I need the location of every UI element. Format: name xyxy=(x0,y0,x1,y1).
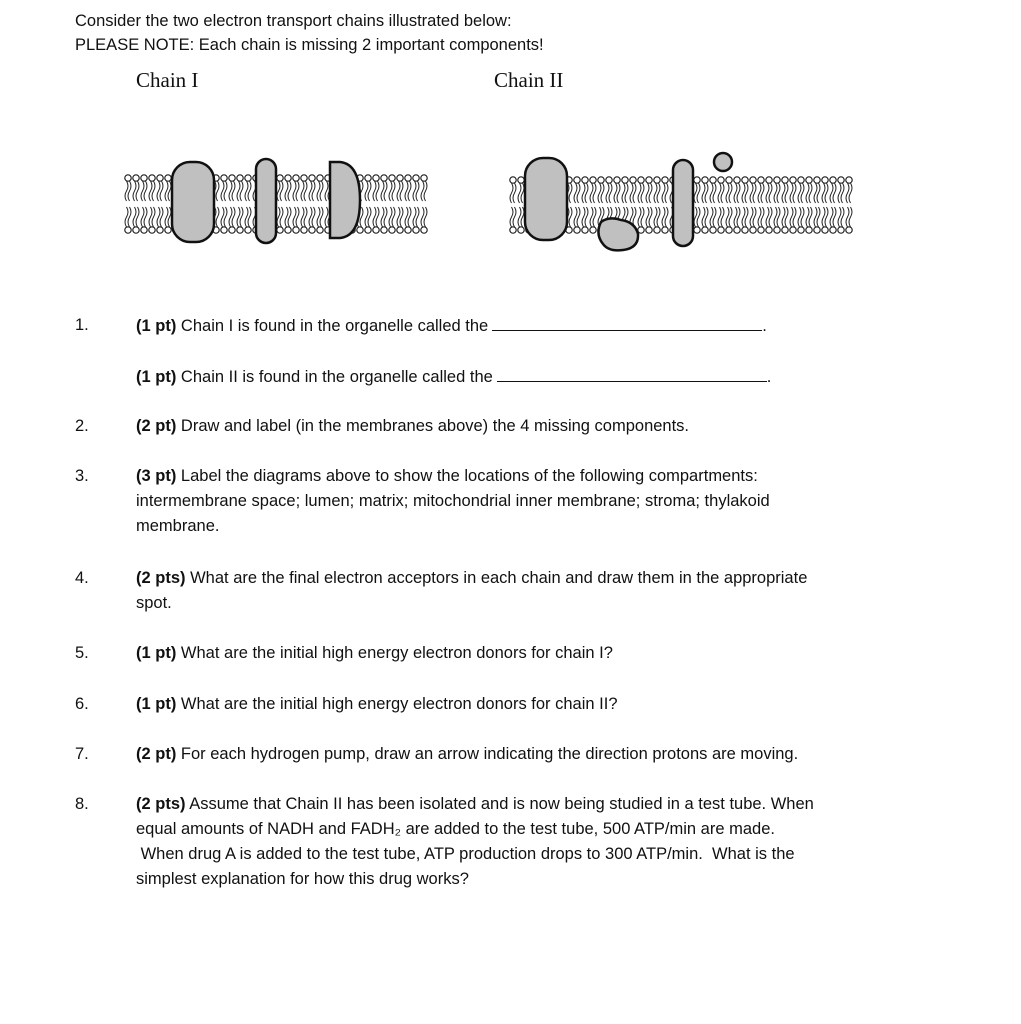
chain-2-membrane-diagram xyxy=(505,150,860,260)
lipid-tail xyxy=(814,183,820,203)
lipid-head xyxy=(301,175,307,181)
lipid-tail xyxy=(389,181,395,201)
lipid-head xyxy=(830,177,836,183)
lipid-tail xyxy=(694,207,700,227)
lipid-tail xyxy=(309,207,315,227)
lipid-head xyxy=(221,175,227,181)
lipid-tail xyxy=(734,207,740,227)
lipid-tail xyxy=(317,181,323,201)
lipid-tail xyxy=(229,181,235,201)
lipid-head xyxy=(277,227,283,233)
lipid-tail xyxy=(630,183,636,203)
lipid-tail xyxy=(750,207,756,227)
lipid-head xyxy=(758,177,764,183)
lipid-head xyxy=(157,175,163,181)
question-text: For each hydrogen pump, draw an arrow indicating the direction protons are moving. xyxy=(180,745,799,763)
lipid-head xyxy=(518,227,524,233)
chain-2-peripheral-protein xyxy=(598,218,638,250)
lipid-head xyxy=(726,177,732,183)
lipid-head xyxy=(582,227,588,233)
lipid-head xyxy=(510,227,516,233)
lipid-head xyxy=(365,227,371,233)
question-text-line: What are the final electron acceptors in each chain and draw them in the appropriate xyxy=(190,569,808,587)
lipid-tail xyxy=(774,207,780,227)
instructions xyxy=(75,9,544,57)
lipid-head xyxy=(309,175,315,181)
lipid-head xyxy=(814,177,820,183)
question-points: (1 pt) xyxy=(136,644,177,662)
lipid-tail xyxy=(149,207,155,227)
lipid-tail xyxy=(774,183,780,203)
lipid-head xyxy=(846,177,852,183)
lipid-head xyxy=(846,227,852,233)
lipid-tail xyxy=(750,183,756,203)
lipid-tail xyxy=(397,207,403,227)
lipid-tail xyxy=(405,207,411,227)
lipid-tail xyxy=(421,181,427,201)
lipid-head xyxy=(285,227,291,233)
lipid-head xyxy=(806,227,812,233)
answer-blank[interactable] xyxy=(497,364,767,382)
lipid-head xyxy=(357,227,363,233)
lipid-head xyxy=(590,177,596,183)
lipid-tail xyxy=(237,181,243,201)
lipid-tail xyxy=(726,207,732,227)
lipid-head xyxy=(421,175,427,181)
lipid-head xyxy=(662,227,668,233)
lipid-head xyxy=(774,177,780,183)
lipid-head xyxy=(574,227,580,233)
lipid-head xyxy=(702,177,708,183)
question-points: (1 pt) xyxy=(136,695,177,713)
lipid-head xyxy=(806,177,812,183)
lipid-head xyxy=(606,177,612,183)
question-text-line: When drug A is added to the test tube, ATP production drops to 300 ATP/min. What is the xyxy=(136,845,795,863)
lipid-head xyxy=(718,227,724,233)
lipid-tail xyxy=(277,207,283,227)
lipid-tail xyxy=(782,183,788,203)
lipid-head xyxy=(397,175,403,181)
lipid-tail xyxy=(726,183,732,203)
lipid-head xyxy=(141,227,147,233)
lipid-head xyxy=(774,227,780,233)
lipid-head xyxy=(133,175,139,181)
lipid-tail xyxy=(662,183,668,203)
lipid-head xyxy=(782,227,788,233)
answer-blank[interactable] xyxy=(492,313,762,331)
lipid-tail xyxy=(702,183,708,203)
lipid-tail xyxy=(373,207,379,227)
lipid-head xyxy=(614,177,620,183)
lipid-head xyxy=(734,177,740,183)
lipid-head xyxy=(702,227,708,233)
lipid-tail xyxy=(838,183,844,203)
lipid-tail xyxy=(125,207,131,227)
lipid-tail xyxy=(141,181,147,201)
chain-2-label: Chain II xyxy=(494,68,564,92)
lipid-head xyxy=(245,227,251,233)
lipid-head xyxy=(397,227,403,233)
lipid-head xyxy=(510,177,516,183)
lipid-head xyxy=(622,177,628,183)
lipid-head xyxy=(750,177,756,183)
lipid-head xyxy=(221,227,227,233)
lipid-head xyxy=(710,227,716,233)
lipid-tail xyxy=(606,183,612,203)
lipid-tail xyxy=(734,183,740,203)
lipid-head xyxy=(750,227,756,233)
lipid-head xyxy=(742,177,748,183)
lipid-head xyxy=(125,175,131,181)
lipid-tail xyxy=(389,207,395,227)
question-text-line: spot. xyxy=(136,594,172,612)
lipid-head xyxy=(838,227,844,233)
question-points: (2 pts) xyxy=(136,795,186,813)
lipid-head xyxy=(598,177,604,183)
lipid-tail xyxy=(830,183,836,203)
lipid-tail xyxy=(590,183,596,203)
lipid-tail xyxy=(638,183,644,203)
lipid-head xyxy=(365,175,371,181)
lipid-tail xyxy=(694,183,700,203)
lipid-tail xyxy=(718,207,724,227)
lipid-head xyxy=(630,177,636,183)
lipid-head xyxy=(309,227,315,233)
question-end: . xyxy=(766,368,772,386)
lipid-tail xyxy=(822,207,828,227)
lipid-head xyxy=(766,177,772,183)
lipid-tail xyxy=(518,207,524,227)
lipid-tail xyxy=(590,207,596,227)
question-text: Chain II is found in the organelle called the xyxy=(180,368,493,386)
lipid-head xyxy=(149,175,155,181)
question-text: What are the initial high energy electron donors for chain I? xyxy=(180,644,613,662)
chain-1-protein-complex-2 xyxy=(256,159,276,243)
lipid-head xyxy=(237,227,243,233)
lipid-tail xyxy=(758,207,764,227)
lipid-tail xyxy=(742,207,748,227)
lipid-head xyxy=(758,227,764,233)
lipid-tail xyxy=(822,183,828,203)
lipid-head xyxy=(149,227,155,233)
lipid-tail xyxy=(798,207,804,227)
question-number: 2. xyxy=(75,417,89,435)
lipid-tail xyxy=(790,183,796,203)
lipid-tail xyxy=(397,181,403,201)
lipid-head xyxy=(229,227,235,233)
lipid-head xyxy=(125,227,131,233)
question-points: (2 pts) xyxy=(136,569,186,587)
lipid-tail xyxy=(790,207,796,227)
lipid-tail xyxy=(245,207,251,227)
lipid-head xyxy=(718,177,724,183)
lipid-tail xyxy=(702,207,708,227)
lipid-tail xyxy=(654,183,660,203)
lipid-tail xyxy=(518,183,524,203)
lipid-tail xyxy=(317,207,323,227)
lipid-head xyxy=(237,175,243,181)
question-number: 1. xyxy=(75,316,89,334)
lipid-head xyxy=(285,175,291,181)
question-text: What are the initial high energy electron donors for chain II? xyxy=(180,695,618,713)
lipid-head xyxy=(798,177,804,183)
lipid-tail xyxy=(510,207,516,227)
lipid-tail xyxy=(133,181,139,201)
lipid-head xyxy=(822,227,828,233)
lipid-tail xyxy=(622,183,628,203)
lipid-head xyxy=(405,227,411,233)
lipid-tail xyxy=(293,207,299,227)
lipid-tail xyxy=(646,207,652,227)
lipid-head xyxy=(245,175,251,181)
lipid-head xyxy=(830,227,836,233)
lipid-tail xyxy=(421,207,427,227)
lipid-head xyxy=(141,175,147,181)
lipid-tail xyxy=(710,183,716,203)
lipid-tail xyxy=(157,181,163,201)
lipid-tail xyxy=(405,181,411,201)
lipid-head xyxy=(694,177,700,183)
lipid-tail xyxy=(574,207,580,227)
lipid-head xyxy=(790,227,796,233)
lipid-head xyxy=(646,177,652,183)
lipid-tail xyxy=(149,181,155,201)
lipid-tail xyxy=(301,181,307,201)
lipid-head xyxy=(373,175,379,181)
lipid-tail xyxy=(582,207,588,227)
lipid-head xyxy=(662,177,668,183)
lipid-head xyxy=(710,177,716,183)
lipid-tail xyxy=(293,181,299,201)
lipid-tail xyxy=(798,183,804,203)
lipid-tail xyxy=(806,183,812,203)
lipid-tail xyxy=(646,183,652,203)
lipid-head xyxy=(582,177,588,183)
lipid-tail xyxy=(133,207,139,227)
lipid-head xyxy=(277,175,283,181)
lipid-head xyxy=(165,175,171,181)
lipid-head xyxy=(814,227,820,233)
lipid-head xyxy=(301,227,307,233)
lipid-head xyxy=(694,227,700,233)
chain-2-protein-complex-2 xyxy=(673,160,693,246)
lipid-tail xyxy=(574,183,580,203)
lipid-head xyxy=(317,175,323,181)
lipid-tail xyxy=(662,207,668,227)
question-number: 4. xyxy=(75,569,89,587)
lipid-tail xyxy=(510,183,516,203)
chain-2-protein-complex-1 xyxy=(525,158,567,240)
lipid-tail xyxy=(742,183,748,203)
question-points: (2 pt) xyxy=(136,745,177,763)
lipid-head xyxy=(822,177,828,183)
lipid-tail xyxy=(165,181,171,201)
question-end: . xyxy=(762,317,767,335)
chain-2-mobile-carrier xyxy=(714,153,732,171)
lipid-head xyxy=(654,177,660,183)
lipid-tail xyxy=(758,183,764,203)
lipid-tail xyxy=(846,183,852,203)
chain-1-protein-complex-3 xyxy=(330,162,360,238)
lipid-tail xyxy=(638,207,644,227)
chain-1-protein-complex-1 xyxy=(172,162,214,242)
question-text-line: simplest explanation for how this drug works? xyxy=(136,870,469,888)
lipid-tail xyxy=(710,207,716,227)
lipid-head xyxy=(133,227,139,233)
lipid-head xyxy=(389,175,395,181)
lipid-head xyxy=(590,227,596,233)
lipid-head xyxy=(293,175,299,181)
lipid-tail xyxy=(614,183,620,203)
lipid-head xyxy=(229,175,235,181)
question-text-line: Assume that Chain II has been isolated and is now being studied in a test tube. When xyxy=(189,795,814,813)
lipid-tail xyxy=(381,207,387,227)
lipid-head xyxy=(766,227,772,233)
lipid-tail xyxy=(309,181,315,201)
lipid-head xyxy=(782,177,788,183)
question-points: (1 pt) xyxy=(136,368,177,386)
lipid-tail xyxy=(766,207,772,227)
question-number: 7. xyxy=(75,745,89,763)
lipid-tail xyxy=(157,207,163,227)
lipid-head xyxy=(381,227,387,233)
lipid-tail xyxy=(654,207,660,227)
chain-1-membrane-diagram xyxy=(120,150,435,250)
question-points: (3 pt) xyxy=(136,467,177,485)
lipid-tail xyxy=(285,207,291,227)
lipid-tail xyxy=(413,181,419,201)
lipid-head xyxy=(413,227,419,233)
lipid-tail xyxy=(806,207,812,227)
question-text-line: intermembrane space; lumen; matrix; mitochondrial inner membrane; stroma; thylakoid xyxy=(136,492,770,510)
question-number: 3. xyxy=(75,467,89,485)
question-text: Chain I is found in the organelle called the xyxy=(180,317,489,335)
lipid-head xyxy=(798,227,804,233)
lipid-tail xyxy=(221,207,227,227)
lipid-head xyxy=(293,227,299,233)
lipid-tail xyxy=(277,181,283,201)
lipid-tail xyxy=(766,183,772,203)
question-number: 6. xyxy=(75,695,89,713)
lipid-tail xyxy=(301,207,307,227)
lipid-tail xyxy=(165,207,171,227)
lipid-tail xyxy=(413,207,419,227)
lipid-tail xyxy=(814,207,820,227)
question-points: (1 pt) xyxy=(136,317,177,335)
lipid-head xyxy=(165,227,171,233)
lipid-head xyxy=(381,175,387,181)
question-points: (2 pt) xyxy=(136,417,177,435)
lipid-tail xyxy=(365,207,371,227)
lipid-tail xyxy=(582,183,588,203)
lipid-tail xyxy=(782,207,788,227)
lipid-tail xyxy=(838,207,844,227)
lipid-tail xyxy=(598,183,604,203)
lipid-head xyxy=(742,227,748,233)
question-number: 8. xyxy=(75,795,89,813)
lipid-head xyxy=(574,177,580,183)
lipid-head xyxy=(389,227,395,233)
lipid-tail xyxy=(365,181,371,201)
lipid-head xyxy=(646,227,652,233)
lipid-head xyxy=(157,227,163,233)
intro-line-1: Consider the two electron transport chains illustrated below: xyxy=(75,12,512,30)
lipid-tail xyxy=(373,181,379,201)
lipid-head xyxy=(654,227,660,233)
lipid-tail xyxy=(245,181,251,201)
question-text: Draw and label (in the membranes above) the 4 missing components. xyxy=(180,417,690,435)
lipid-tail xyxy=(229,207,235,227)
lipid-head xyxy=(790,177,796,183)
lipid-head xyxy=(518,177,524,183)
question-number: 5. xyxy=(75,644,89,662)
lipid-tail xyxy=(125,181,131,201)
lipid-head xyxy=(317,227,323,233)
lipid-head xyxy=(838,177,844,183)
lipid-tail xyxy=(285,181,291,201)
question-text-line: membrane. xyxy=(136,517,220,535)
lipid-tail xyxy=(830,207,836,227)
lipid-tail xyxy=(237,207,243,227)
lipid-head xyxy=(413,175,419,181)
intro-line-2: PLEASE NOTE: Each chain is missing 2 important components! xyxy=(75,36,544,54)
lipid-tail xyxy=(846,207,852,227)
question-text-line: equal amounts of NADH and FADH₂ are added to the test tube, 500 ATP/min are made. xyxy=(136,820,775,838)
lipid-tail xyxy=(381,181,387,201)
chain-1-label: Chain I xyxy=(136,68,199,92)
lipid-tail xyxy=(221,181,227,201)
lipid-head xyxy=(638,177,644,183)
lipid-head xyxy=(734,227,740,233)
lipid-tail xyxy=(141,207,147,227)
lipid-tail xyxy=(718,183,724,203)
lipid-head xyxy=(405,175,411,181)
lipid-head xyxy=(421,227,427,233)
lipid-head xyxy=(726,227,732,233)
lipid-head xyxy=(373,227,379,233)
question-text-line: Label the diagrams above to show the locations of the following compartments: xyxy=(180,467,758,485)
